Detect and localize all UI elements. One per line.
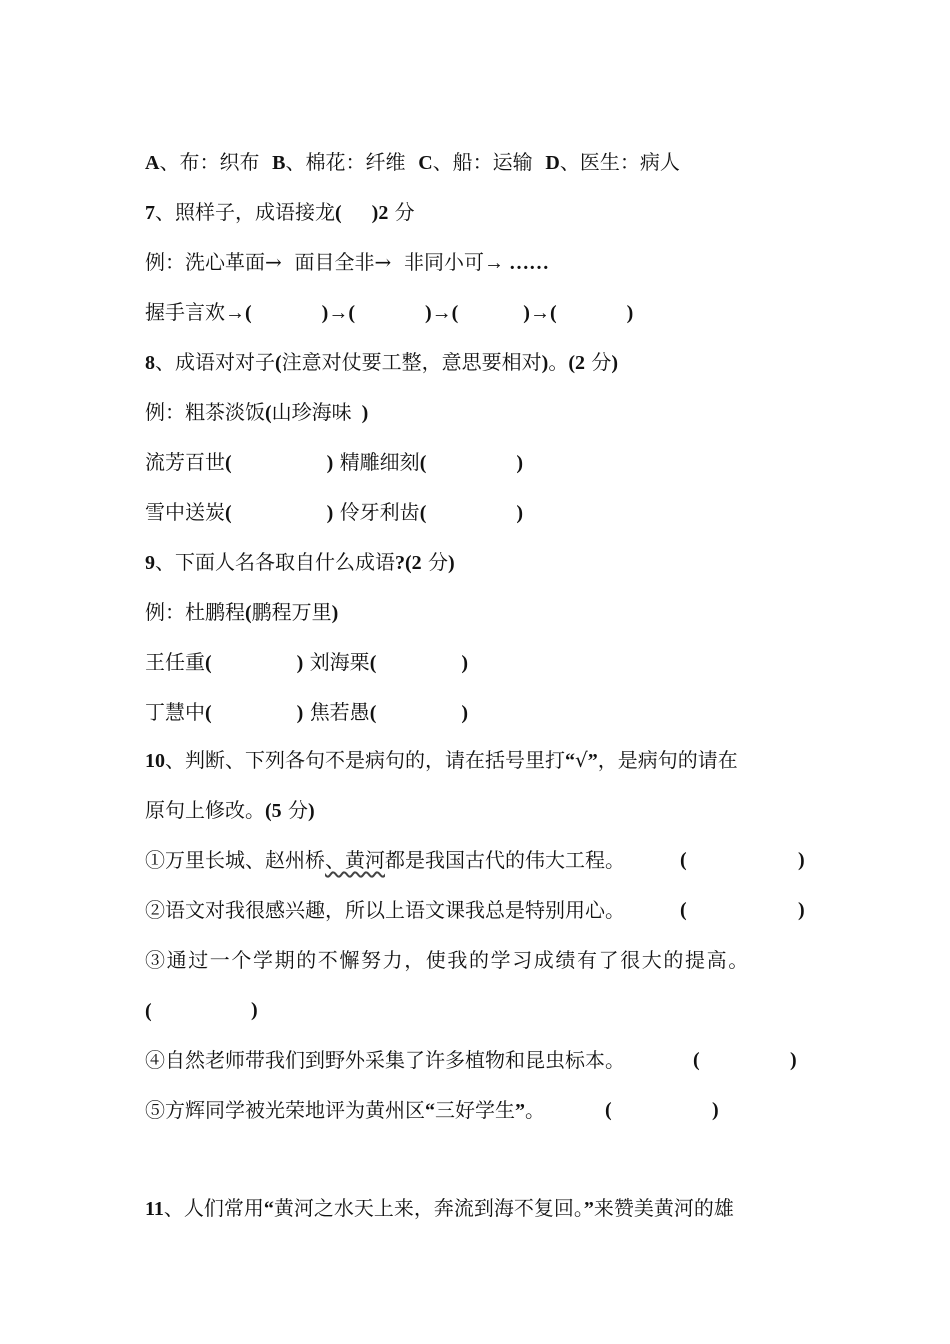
q10-title-line2: 原句上修改。 (145, 798, 265, 822)
q6-options-line (145, 123, 680, 176)
q9-blank-1[interactable]: ( ) (205, 652, 304, 674)
option-a-letter: A (145, 152, 160, 174)
q10-s3: ③通过一个学期的不懈努力，使我的学习成绩有了很大的提高。 (145, 948, 750, 972)
q7-example-rest-2: → 非同小可 (374, 250, 484, 274)
q7-task-start: 握手言欢 (145, 300, 225, 324)
q8-blank-4[interactable]: ( ) (419, 502, 524, 524)
q10-s1-marked: 、黄河 (325, 848, 385, 872)
q9-title: 、下面人名各取自什么成语 (155, 550, 395, 574)
q8-example-paren-open: ( (265, 402, 272, 424)
option-c-text: 、船：运输 (432, 150, 546, 174)
q9-example-label: 例：杜鹏程 (145, 600, 245, 624)
q10-s1-paren-open[interactable]: ( (680, 849, 687, 871)
option-d-letter: D (545, 152, 560, 174)
check-mark-icon: √ (575, 748, 588, 772)
q9-number: 9 (145, 552, 155, 574)
q10-s2-paren-close[interactable]: ) (798, 899, 805, 921)
q10-s1-paren-close[interactable]: ) (798, 849, 805, 871)
q10-sentence-2 (145, 871, 810, 923)
q7-score: ( )2 (335, 202, 389, 224)
q9-item-3: 丁慧中 (145, 700, 205, 724)
q8-score-open: (2 (568, 352, 586, 374)
q8-note-paren-open: ( (275, 352, 282, 374)
q8-row-2 (145, 473, 523, 526)
q8-example-line (145, 373, 368, 426)
q7-example-tail: → …… (483, 252, 549, 274)
q8-number: 8 (145, 352, 155, 374)
q9-blank-4[interactable]: ( ) (369, 702, 469, 724)
q8-item-1: 流芳百世 (145, 450, 225, 474)
q10-quote-close: ” (587, 750, 598, 772)
q8-example-paren-close: ) (351, 402, 369, 424)
q10-sentence-4 (145, 1021, 810, 1073)
q10-s4: ④自然老师带我们到野外采集了许多植物和昆虫标本。 (145, 1048, 625, 1072)
q7-example-rest-1: → 面目全非 (265, 250, 375, 274)
q10-score-close: ) (308, 800, 315, 822)
q8-dot: 。 (548, 350, 569, 374)
q7-score-unit: 分 (388, 200, 415, 224)
q8-example-answer: 山珍海味 (271, 400, 352, 424)
q11-text-a: 、人们常用 (163, 1196, 264, 1220)
q8-blank-1[interactable]: ( ) (225, 452, 334, 474)
q9-item-1: 王任重 (145, 650, 205, 674)
q10-s5-quote-close: ” (515, 1100, 525, 1122)
option-b-letter: B (272, 152, 286, 174)
q9-score-open: ?(2 (395, 552, 422, 574)
q11-quote-open: “ (263, 1198, 274, 1220)
q10-s5-mid: 三好学生 (435, 1098, 515, 1122)
q10-s5-quote-open: “ (425, 1100, 435, 1122)
q8-blank-2[interactable]: ( ) (419, 452, 524, 474)
q8-item-4: 伶牙利齿 (339, 500, 420, 524)
q11-text-b: 黄河之水天上来，奔流到海不复回。 (273, 1196, 584, 1220)
q9-item-2: 刘海栗 (309, 650, 370, 674)
q8-title: 、成语对对子 (155, 350, 275, 374)
q8-score-close: ) (611, 352, 619, 374)
option-c-letter: C (418, 152, 433, 174)
q10-score-unit: 分 (281, 798, 309, 822)
option-a-text: 、布：织布 (159, 150, 273, 174)
q10-s5-paren-close[interactable]: ) (712, 1099, 719, 1121)
q10-s1-a: ①万里长城、赵州桥 (145, 848, 325, 872)
q8-row-1 (145, 423, 523, 476)
q7-task-chain-blanks[interactable]: →( )→( )→( )→( ) (225, 302, 634, 324)
q9-blank-2[interactable]: ( ) (369, 652, 469, 674)
q10-s1-b: 都是我国古代的伟大工程。 (385, 848, 625, 872)
q9-row-2 (145, 673, 468, 726)
q10-sentence-3 (145, 921, 750, 973)
q10-title-rest: ，是病句的请在 (597, 748, 738, 772)
q8-item-2: 精雕细刻 (339, 450, 420, 474)
q7-example-line (145, 223, 549, 276)
q8-note: 注意对仗要工整，意思要相对 (281, 350, 542, 374)
q7-title-line (145, 173, 415, 226)
q9-example-line (145, 573, 338, 626)
q10-s5-a: ⑤方辉同学被光荣地评为黄州区 (145, 1098, 425, 1122)
q8-blank-3[interactable]: ( ) (225, 502, 334, 524)
q7-example-label: 例：洗心革面 (145, 250, 265, 274)
q9-example-paren-open: ( (245, 602, 252, 624)
q11-quote-close: ” (583, 1198, 594, 1220)
q10-number: 10 (145, 750, 165, 772)
q10-s4-paren-open[interactable]: ( (693, 1049, 700, 1071)
q8-item-3: 雪中送炭 (145, 500, 225, 524)
q9-example-paren-close: ) (331, 602, 339, 624)
q11-line (145, 1169, 734, 1222)
q9-score-close: ) (448, 552, 455, 574)
q10-title-line (145, 721, 738, 774)
q9-title-line (145, 523, 455, 576)
q9-item-4: 焦若愚 (309, 700, 370, 724)
q8-title-line (145, 323, 618, 376)
q7-title: 、照样子，成语接龙 (155, 200, 335, 224)
q10-sentence-5 (145, 1071, 810, 1124)
q9-example-answer: 鹏程万里 (251, 600, 332, 624)
q8-note-paren-close: ) (541, 352, 549, 374)
q10-score-open: (5 (265, 800, 282, 822)
q10-s2: ②语文对我很感兴趣，所以上语文课我总是特别用心。 (145, 898, 625, 922)
q7-task-line (145, 273, 633, 326)
q11-text-c: 来赞美黄河的雄 (593, 1196, 734, 1220)
q10-s3-paren-close[interactable]: ) (251, 999, 258, 1021)
q8-score-unit: 分 (585, 350, 612, 374)
q10-s4-paren-close[interactable]: ) (790, 1049, 797, 1071)
q9-row-1 (145, 623, 468, 676)
q10-title-line-2 (145, 771, 315, 824)
q11-number: 11 (145, 1198, 164, 1220)
q10-s3-paren-open[interactable]: ( (145, 1000, 152, 1022)
q10-s5-paren-open[interactable]: ( (605, 1099, 612, 1121)
q7-number: 7 (145, 202, 155, 224)
q10-sentence-3-answer (145, 971, 265, 1024)
q10-quote-open: “ (565, 750, 575, 772)
q8-example-label: 例：粗茶淡饭 (145, 400, 265, 424)
q10-s2-paren-open[interactable]: ( (680, 899, 687, 921)
q10-s5-b: 。 (525, 1098, 545, 1122)
q10-title: 、判断、下列各句不是病句的，请在括号里打 (165, 748, 565, 772)
q9-blank-3[interactable]: ( ) (205, 702, 304, 724)
q9-score-unit: 分 (421, 550, 449, 574)
option-d-text: 、医生：病人 (559, 150, 680, 174)
option-b-text: 、棉花：纤维 (285, 150, 419, 174)
q10-sentence-1 (145, 821, 810, 873)
